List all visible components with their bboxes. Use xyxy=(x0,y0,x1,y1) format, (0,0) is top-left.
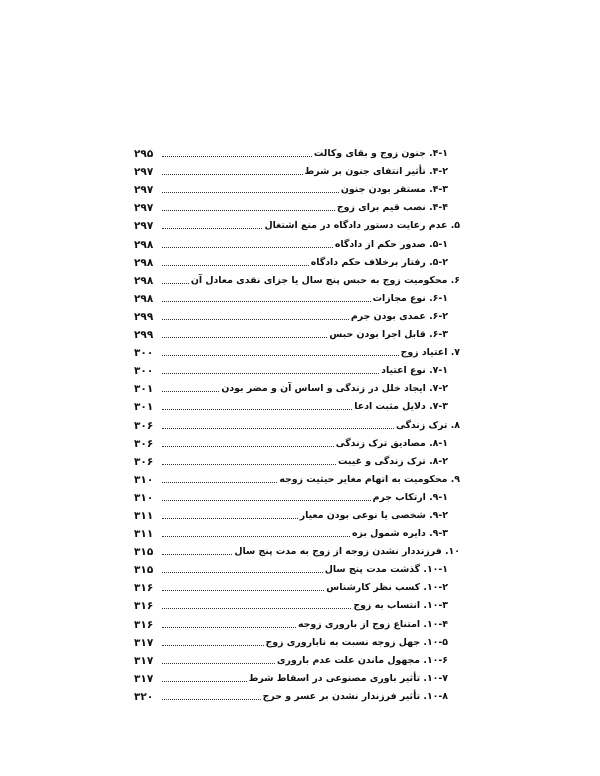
toc-entry xyxy=(134,413,460,431)
toc-entry-page-number: ۲۹۸ xyxy=(134,292,154,305)
toc-entry-title: ۱۰. فرزنددار نشدن زوجه از زوج به مدت پنج سال xyxy=(234,546,460,558)
toc-entry-title: ۵-۱. صدور حکم از دادگاه xyxy=(334,238,448,250)
toc-entry-page-number: ۳۰۰ xyxy=(134,347,154,360)
toc-entry-page-number: ۳۱۷ xyxy=(134,654,154,667)
dot-leader xyxy=(162,391,219,392)
dot-leader xyxy=(162,681,247,682)
toc-entry xyxy=(134,251,460,269)
toc-entry xyxy=(134,612,460,630)
toc-entry-page-number: ۳۱۶ xyxy=(134,618,154,631)
toc-entry xyxy=(134,359,460,377)
dot-leader xyxy=(162,409,352,410)
toc-entry-title: ۱۰-۷. تأثیر باوری مصنوعی در اسقاط شرط xyxy=(248,672,448,684)
toc-entry xyxy=(134,214,460,232)
toc-entry-page-number: ۳۱۵ xyxy=(134,546,154,559)
toc-entry-title: ۱۰-۶. مجهول ماندن علت عدم باروری xyxy=(276,654,448,666)
toc-entry-title: ۵-۲. رفتار برخلاف حکم دادگاه xyxy=(310,256,448,268)
toc-entry xyxy=(134,631,460,649)
toc-entry-page-number: ۳۱۱ xyxy=(134,509,154,522)
toc-entry xyxy=(134,395,460,413)
toc-entry-title: ۵. عدم رعایت دستور دادگاه در منع اشتغال xyxy=(264,220,460,232)
toc-entry-page-number: ۲۹۸ xyxy=(134,256,154,269)
dot-leader xyxy=(162,337,327,338)
toc-entry xyxy=(134,450,460,468)
dot-leader xyxy=(162,627,296,628)
dot-leader xyxy=(162,428,394,429)
dot-leader xyxy=(162,554,232,555)
dot-leader xyxy=(162,355,399,356)
toc-entry xyxy=(134,160,460,178)
toc-entry-title: ۱۰-۴. امتناع زوج از باروری زوجه xyxy=(297,618,448,630)
toc-entry-title: ۱۰-۵. جهل زوجه نسبت به ناباروری زوج xyxy=(265,636,448,648)
toc-entry-page-number: ۲۹۷ xyxy=(134,202,154,215)
toc-entry xyxy=(134,196,460,214)
toc-entry-page-number: ۲۹۸ xyxy=(134,274,154,287)
toc-entry xyxy=(134,522,460,540)
toc-entry-page-number: ۲۹۹ xyxy=(134,310,154,323)
dot-leader xyxy=(162,699,261,700)
toc-entry-page-number: ۲۹۷ xyxy=(134,184,154,197)
toc-entry-title: ۱۰-۳. انتساب به زوج xyxy=(353,600,448,612)
toc-entry-title: ۴-۴. نصب قیم برای زوج xyxy=(336,202,448,214)
toc-entry-page-number: ۲۹۷ xyxy=(134,166,154,179)
dot-leader xyxy=(162,156,312,157)
dot-leader xyxy=(162,192,339,193)
dot-leader xyxy=(162,265,309,266)
dot-leader xyxy=(162,500,371,501)
toc-entry-title: ۴-۳. مستقر بودن جنون xyxy=(340,184,448,196)
toc-entry xyxy=(134,649,460,667)
toc-entry xyxy=(134,305,460,323)
dot-leader xyxy=(162,446,334,447)
toc-entry xyxy=(134,594,460,612)
toc-entry-page-number: ۳۰۶ xyxy=(134,419,154,432)
toc-entry-page-number: ۲۹۸ xyxy=(134,238,154,251)
dot-leader xyxy=(162,590,324,591)
dot-leader xyxy=(162,301,371,302)
toc-entry-page-number: ۳۰۰ xyxy=(134,365,154,378)
toc-entry-page-number: ۳۰۶ xyxy=(134,455,154,468)
toc-entry-page-number: ۳۱۷ xyxy=(134,636,154,649)
toc-entry xyxy=(134,432,460,450)
toc-entry-title: ۶-۲. عمدی بودن جرم xyxy=(350,310,448,322)
dot-leader xyxy=(162,572,323,573)
toc-entry-page-number: ۳۱۶ xyxy=(134,600,154,613)
toc-entry xyxy=(134,558,460,576)
toc-entry-title: ۸-۲. ترک زندگی و غیبت xyxy=(338,455,448,467)
toc-entry xyxy=(134,540,460,558)
toc-entry xyxy=(134,504,460,522)
toc-entry-title: ۱۰-۱. گذشت مدت پنج سال xyxy=(324,564,448,576)
toc-entry-title: ۶-۳. قابل اجرا بودن حبس xyxy=(329,329,448,341)
dot-leader xyxy=(162,319,349,320)
toc-entry-page-number: ۳۱۰ xyxy=(134,491,154,504)
toc-entry-title: ۱۰-۸. تأثیر فرزندار نشدن بر عسر و حرج xyxy=(262,690,448,702)
toc-entry xyxy=(134,341,460,359)
toc-entry-page-number: ۳۱۱ xyxy=(134,528,154,541)
toc-entry-page-number: ۳۰۱ xyxy=(134,383,154,396)
dot-leader xyxy=(162,373,379,374)
dot-leader xyxy=(162,608,351,609)
dot-leader xyxy=(162,228,262,229)
toc-entry-page-number: ۲۹۷ xyxy=(134,220,154,233)
toc-entry-title: ۸-۱. مصادیق ترک زندگی xyxy=(335,437,448,449)
toc-entry-page-number: ۳۱۵ xyxy=(134,564,154,577)
dot-leader xyxy=(162,464,336,465)
dot-leader xyxy=(162,283,189,284)
toc-entry-title: ۸. ترک زندگی xyxy=(395,419,460,431)
toc-entry-page-number: ۳۱۶ xyxy=(134,582,154,595)
toc-entry-page-number: ۳۰۱ xyxy=(134,401,154,414)
dot-leader xyxy=(162,663,275,664)
dot-leader xyxy=(162,536,350,537)
toc-entry-title: ۹-۲. شخصی یا نوعی بودن معیار xyxy=(299,509,448,521)
toc-entry xyxy=(134,486,460,504)
toc-entry-title: ۷-۲. ایجاد خلل در زندگی و اساس آن و مضر بودن xyxy=(221,383,448,395)
dot-leader xyxy=(162,210,335,211)
toc-entry-page-number: ۲۹۹ xyxy=(134,329,154,342)
toc-entry-title: ۴-۲. تأثیر انتفای جنون بر شرط xyxy=(304,166,448,178)
toc-entry-page-number: ۳۱۷ xyxy=(134,672,154,685)
toc-entry xyxy=(134,142,460,160)
toc-entry-page-number: ۲۹۵ xyxy=(134,148,154,161)
toc-entry xyxy=(134,178,460,196)
toc-entry-title: ۶. محکومیت زوج به حبس پنج سال یا جزای نقدی معادل آن xyxy=(190,274,460,286)
toc-entry-title: ۹. محکومیت به اتهام مغایر حیثیت زوجه xyxy=(279,473,460,485)
toc-entry-page-number: ۳۰۶ xyxy=(134,437,154,450)
toc-entry xyxy=(134,667,460,685)
toc-entry-page-number: ۳۱۰ xyxy=(134,473,154,486)
toc-entry xyxy=(134,468,460,486)
toc-entry xyxy=(134,287,460,305)
toc-entry-title: ۷. اعتیاد زوج xyxy=(400,347,460,359)
toc-entry-title: ۹-۱. ارتکاب جرم xyxy=(372,491,448,503)
dot-leader xyxy=(162,518,298,519)
toc-entry-page-number: ۳۲۰ xyxy=(134,690,154,703)
toc-entry-title: ۴-۱. جنون زوج و بقای وکالت xyxy=(313,148,448,160)
toc-entry-title: ۹-۳. دایره شمول بزه xyxy=(351,528,448,540)
toc-entry-title: ۶-۱. نوع مجازات xyxy=(372,292,448,304)
toc-entry xyxy=(134,232,460,250)
dot-leader xyxy=(162,482,277,483)
toc-entry xyxy=(134,323,460,341)
dot-leader xyxy=(162,645,264,646)
toc-entry xyxy=(134,269,460,287)
dot-leader xyxy=(162,174,303,175)
table-of-contents xyxy=(134,142,460,703)
toc-entry-title: ۷-۱. نوع اعتیاد xyxy=(381,365,448,377)
dot-leader xyxy=(162,247,333,248)
toc-entry xyxy=(134,576,460,594)
toc-entry-title: ۱۰-۲. کسب نظر کارشناس xyxy=(326,582,448,594)
toc-entry-title: ۷-۳. دلایل مثبت ادعا xyxy=(354,401,448,413)
toc-entry xyxy=(134,377,460,395)
toc-entry xyxy=(134,685,460,703)
